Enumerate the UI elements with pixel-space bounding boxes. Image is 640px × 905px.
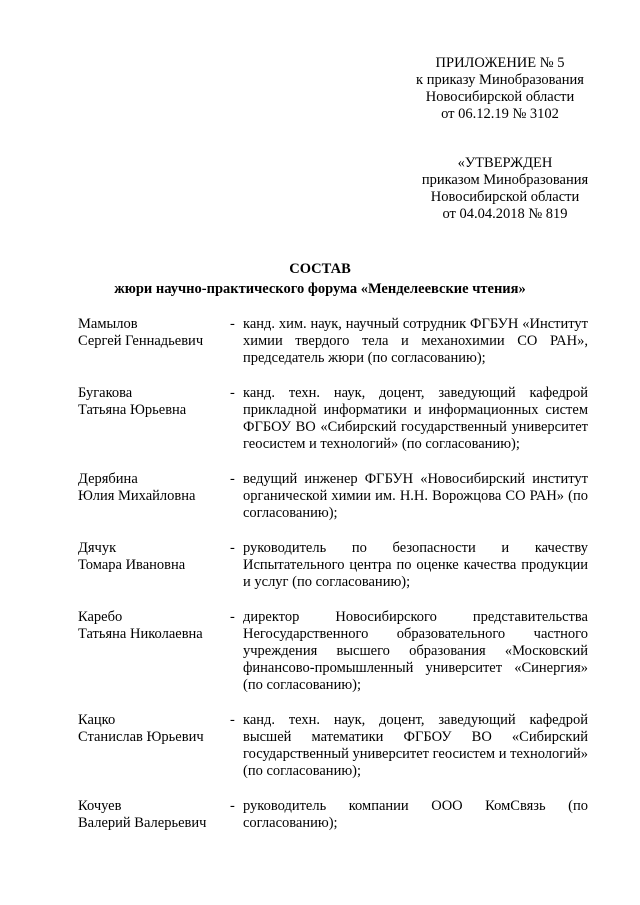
separator-dash: - — [230, 471, 235, 487]
separator-dash: - — [230, 385, 235, 401]
separator-dash: - — [230, 540, 235, 556]
member-surname: Кочуев — [78, 798, 122, 814]
jury-member — [78, 385, 588, 453]
member-description: руководитель по безопасности и качеству Испытательного центра по оценке качества продукции и услуг (по согласованию); — [243, 540, 588, 590]
separator-dash: - — [230, 609, 235, 625]
approval-header — [405, 155, 605, 223]
jury-member — [78, 316, 588, 367]
member-surname: Каребо — [78, 609, 123, 625]
jury-member — [78, 798, 588, 832]
jury-member — [78, 540, 588, 591]
member-given-name: Татьяна Николаевна — [78, 626, 203, 642]
member-surname: Мамылов — [78, 316, 138, 332]
member-given-name: Станислав Юрьевич — [78, 729, 204, 745]
member-surname: Дячук — [78, 540, 117, 556]
member-surname: Дерябина — [78, 471, 138, 487]
member-description: ведущий инженер ФГБУН «Новосибирский институт органической химии им. Н.Н. Ворожцова СО РАН» (по согласованию); — [243, 471, 588, 521]
member-surname: Кацко — [78, 712, 116, 728]
title-heading: СОСТАВ — [289, 261, 351, 277]
member-given-name: Татьяна Юрьевна — [78, 402, 187, 418]
separator-dash: - — [230, 712, 235, 728]
appendix-date: от 06.12.19 № 3102 — [441, 106, 559, 122]
member-name — [78, 540, 228, 574]
separator-dash: - — [230, 316, 235, 332]
member-name — [78, 316, 228, 350]
member-name — [78, 385, 228, 419]
member-given-name: Сергей Геннадьевич — [78, 333, 204, 349]
member-name — [78, 471, 228, 505]
approval-label: «УТВЕРЖДЕН — [457, 155, 553, 171]
member-name — [78, 712, 228, 746]
appendix-order-ref: к приказу Минобразования — [416, 72, 584, 88]
jury-member — [78, 471, 588, 522]
member-name — [78, 609, 228, 643]
approval-date: от 04.04.2018 № 819 — [442, 206, 568, 222]
member-description: канд. техн. наук, доцент, заведующий кафедрой прикладной информатики и информационных систем ФГБОУ ВО «Сибирский государственный университет геосистем и технологий» (по согласованию); — [243, 385, 588, 452]
member-given-name: Томара Ивановна — [78, 557, 186, 573]
appendix-header — [400, 55, 600, 123]
title-subheading: жюри научно-практического форума «Менделеевские чтения» — [114, 281, 526, 297]
member-name — [78, 798, 228, 832]
approval-order-ref: приказом Минобразования — [421, 172, 589, 188]
jury-member — [78, 712, 588, 780]
member-given-name: Юлия Михайловна — [78, 488, 196, 504]
member-description: руководитель компании ООО КомСвязь (по согласованию); — [243, 798, 588, 831]
separator-dash: - — [230, 798, 235, 814]
member-description: канд. хим. наук, научный сотрудник ФГБУН «Институт химии твердого тела и механохимии СО РАН», председатель жюри (по согласованию); — [243, 316, 588, 366]
member-given-name: Валерий Валерьевич — [78, 815, 207, 831]
appendix-number: ПРИЛОЖЕНИЕ № 5 — [435, 55, 565, 71]
jury-member — [78, 609, 588, 694]
appendix-region: Новосибирской области — [425, 89, 575, 105]
jury-member-list — [78, 316, 588, 850]
member-surname: Бугакова — [78, 385, 133, 401]
member-description: директор Новосибирского представительства Негосударственного образовательного частного учреждения высшего образования «Московский финансово-промышленный университет «Синергия» (по согласованию); — [243, 609, 588, 693]
member-description: канд. техн. наук, доцент, заведующий кафедрой высшей математики ФГБОУ ВО «Сибирский государственный университет геосистем и технологий» (по согласованию); — [243, 712, 588, 779]
document-title — [0, 261, 640, 298]
approval-region: Новосибирской области — [430, 189, 580, 205]
